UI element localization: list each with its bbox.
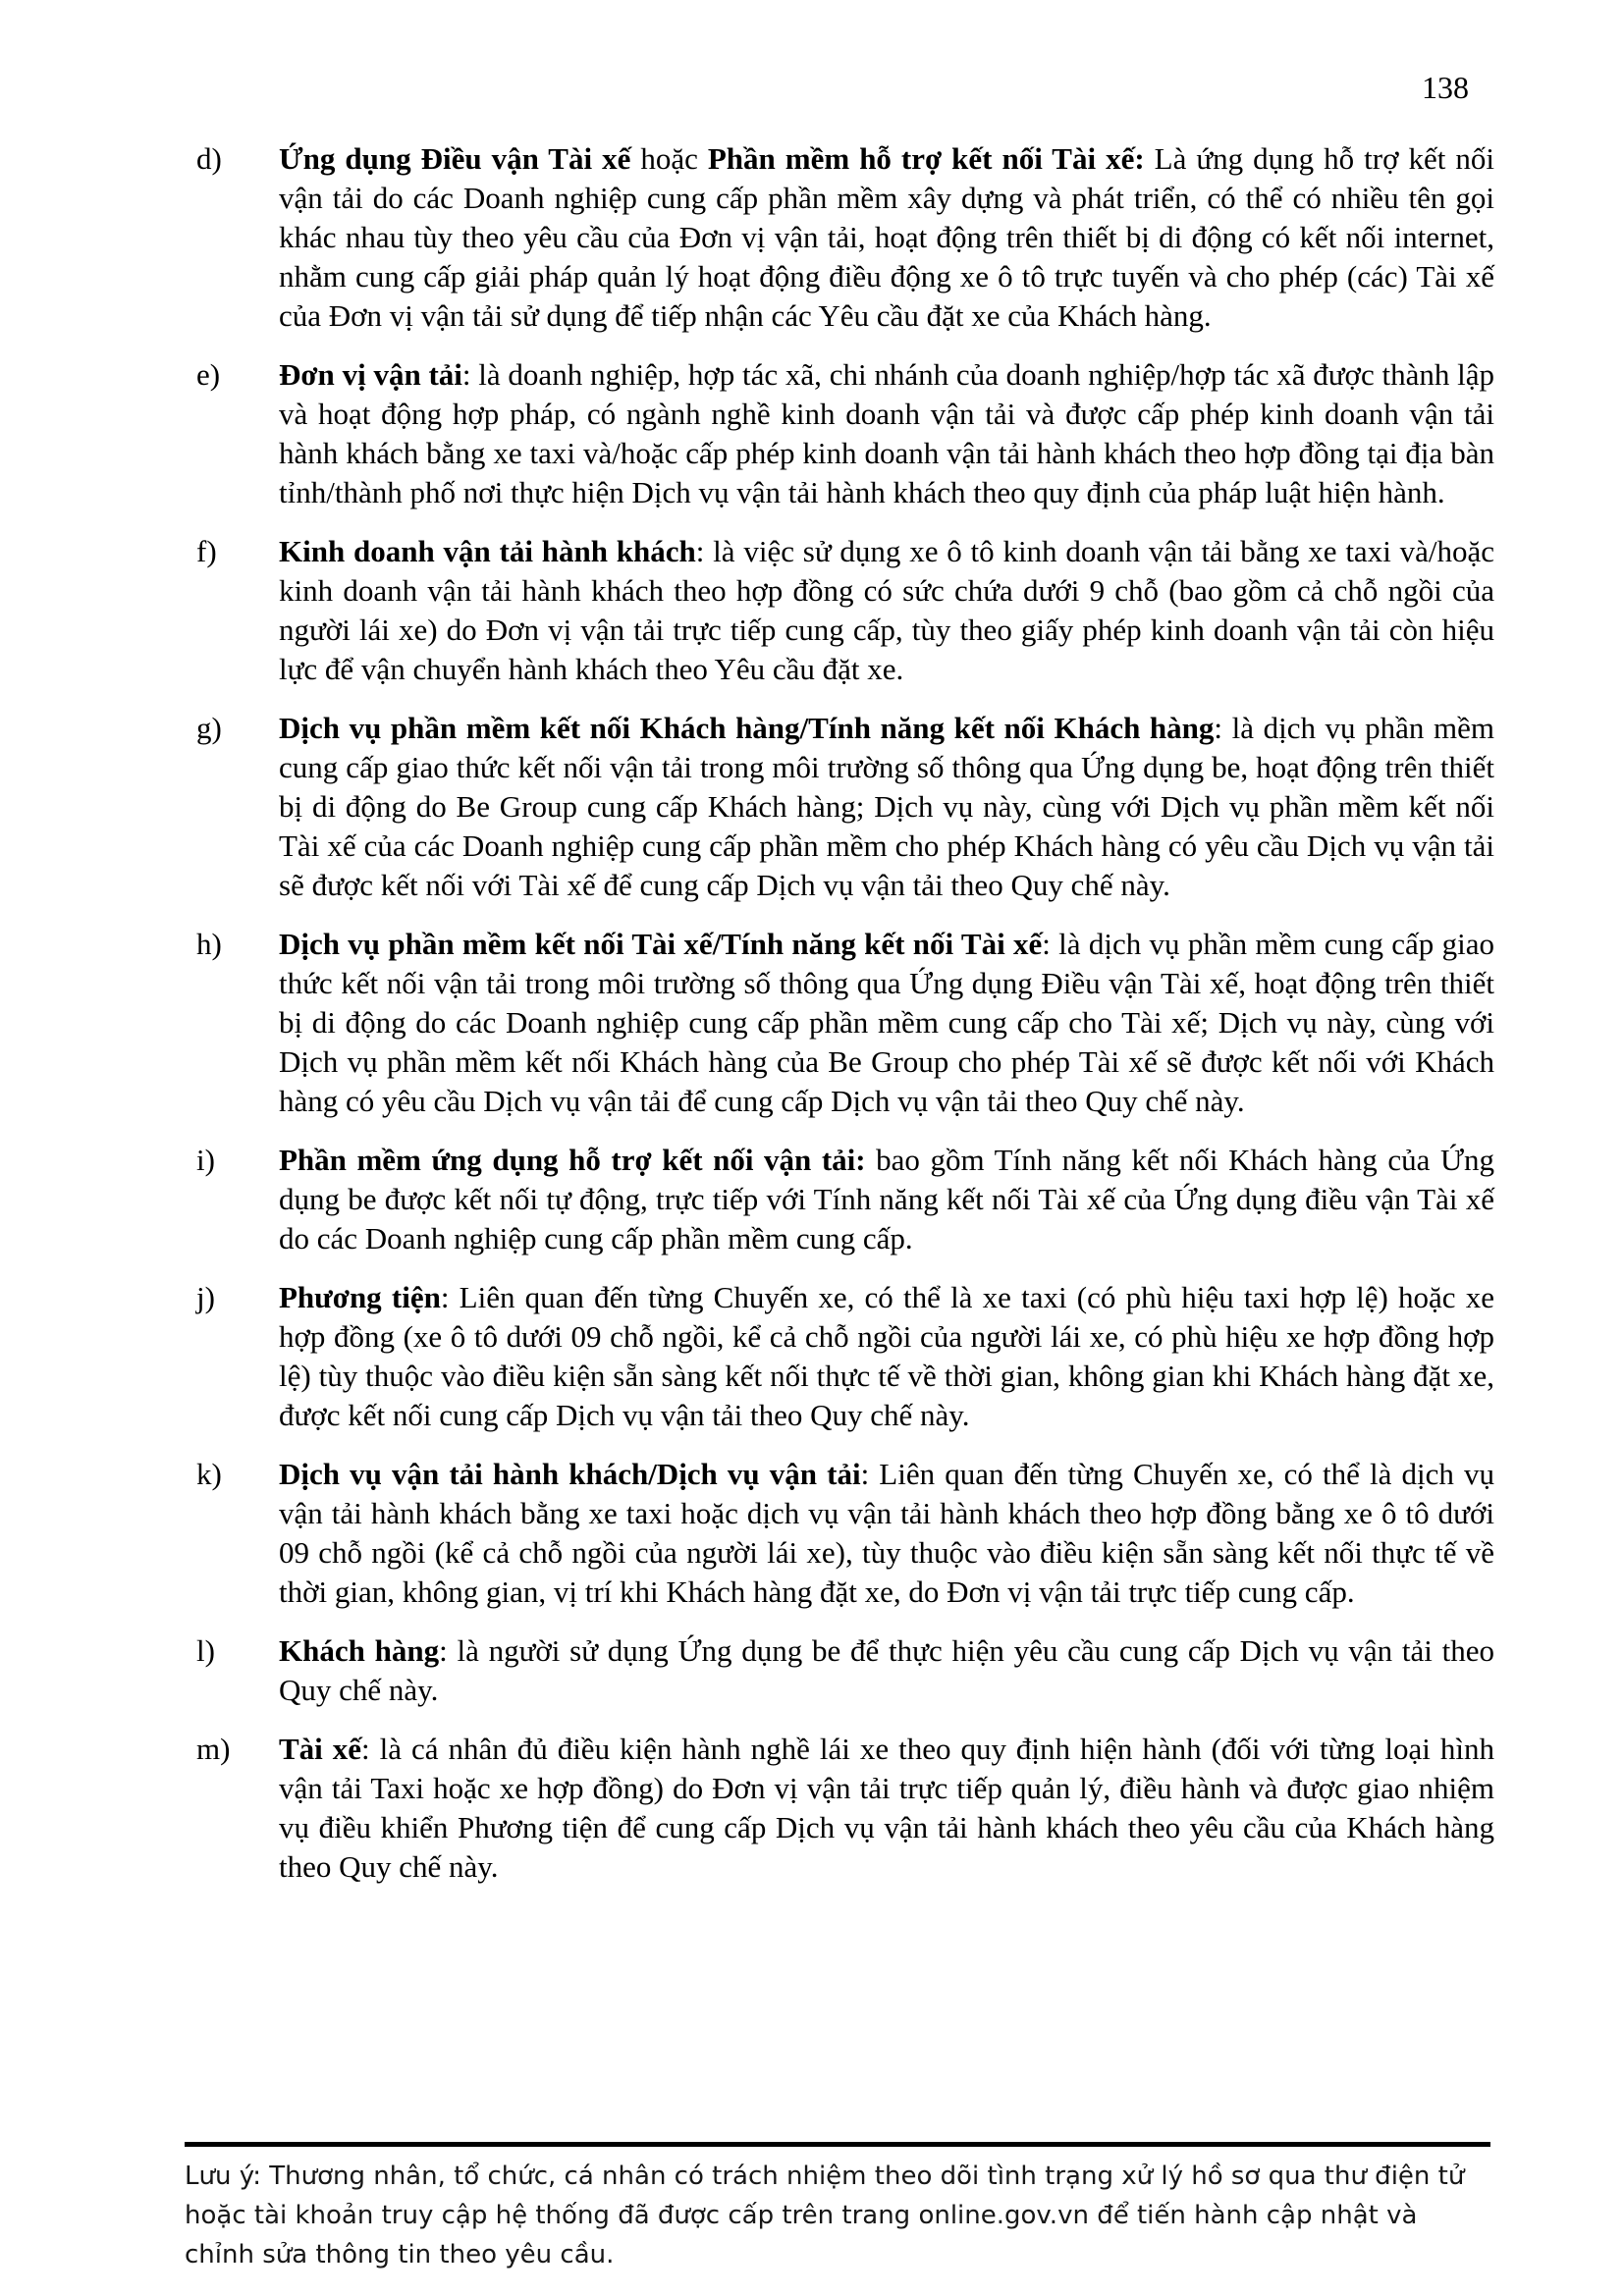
item-label: h)	[196, 927, 222, 961]
item-label: g)	[196, 711, 222, 745]
definition-item	[196, 925, 1494, 1121]
item-label: d)	[196, 141, 222, 176]
item-label: e)	[196, 357, 221, 392]
footer-divider	[185, 2142, 1490, 2147]
item-label: f)	[196, 534, 217, 568]
item-label: l)	[196, 1633, 215, 1668]
definition-item	[196, 139, 1494, 336]
definition-item	[196, 1141, 1494, 1258]
definition-item	[196, 1278, 1494, 1435]
definition-item	[196, 709, 1494, 905]
item-text: Dịch vụ phần mềm kết nối Khách hàng/Tính năng kết nối Khách hàng: là dịch vụ phần mềm cung cấp giao thức kết nối vận tải trong môi trường số thông qua Ứng dụng be, hoạt động trên thiết bị di động do Be Group cung cấp Khách hàng; Dịch vụ này, cùng với Dịch vụ phần mềm kết nối Tài xế của các Doanh nghiệp cung cấp phần mềm cho phép Khách hàng có yêu cầu Dịch vụ vận tải sẽ được kết nối với Tài xế để cung cấp Dịch vụ vận tải theo Quy chế này.	[279, 711, 1494, 902]
item-label: m)	[196, 1732, 231, 1766]
definitions-list	[196, 139, 1494, 1906]
item-text: Khách hàng: là người sử dụng Ứng dụng be để thực hiện yêu cầu cung cấp Dịch vụ vận tải theo Quy chế này.	[279, 1633, 1494, 1707]
footer-note-block	[185, 2142, 1490, 2274]
definition-item	[196, 355, 1494, 512]
item-text: Dịch vụ vận tải hành khách/Dịch vụ vận tải: Liên quan đến từng Chuyến xe, có thể là dịch vụ vận tải hành khách bằng xe taxi hoặc dịch vụ vận tải hành khách theo hợp đồng bằng xe ô tô dưới 09 chỗ ngồi (kể cả chỗ ngồi của người lái xe), tùy thuộc vào điều kiện sẵn sàng kết nối thực tế về thời gian, không gian, vị trí khi Khách hàng đặt xe, do Đơn vị vận tải trực tiếp cung cấp.	[279, 1457, 1494, 1609]
definition-item	[196, 1455, 1494, 1612]
definition-item	[196, 532, 1494, 689]
footer-note: Lưu ý: Thương nhân, tổ chức, cá nhân có trách nhiệm theo dõi tình trạng xử lý hồ sơ qua thư điện tử hoặc tài khoản truy cập hệ thống đã được cấp trên trang online.gov.vn để tiến hành cập nhật và chỉnh sửa thông tin theo yêu cầu.	[185, 2162, 1465, 2269]
definition-item	[196, 1730, 1494, 1887]
item-text: Đơn vị vận tải: là doanh nghiệp, hợp tác xã, chi nhánh của doanh nghiệp/hợp tác xã được thành lập và hoạt động hợp pháp, có ngành nghề kinh doanh vận tải và được cấp phép kinh doanh vận tải hành khách bằng xe taxi và/hoặc cấp phép kinh doanh vận tải hành khách theo hợp đồng tại địa bàn tỉnh/thành phố nơi thực hiện Dịch vụ vận tải hành khách theo quy định của pháp luật hiện hành.	[279, 357, 1494, 509]
item-text: Ứng dụng Điều vận Tài xế hoặc Phần mềm hỗ trợ kết nối Tài xế: Là ứng dụng hỗ trợ kết nối vận tải do các Doanh nghiệp cung cấp phần mềm xây dựng và phát triển, có thể có nhiều tên gọi khác nhau tùy theo yêu cầu của Đơn vị vận tải, hoạt động trên thiết bị di động có kết nối internet, nhằm cung cấp giải pháp quản lý hoạt động điều động xe ô tô trực tuyến và cho phép (các) Tài xế của Đơn vị vận tải sử dụng để tiếp nhận các Yêu cầu đặt xe của Khách hàng.	[279, 141, 1494, 333]
item-label: j)	[196, 1280, 215, 1314]
item-text: Phần mềm ứng dụng hỗ trợ kết nối vận tải: bao gồm Tính năng kết nối Khách hàng của Ứng dụng be được kết nối tự động, trực tiếp với Tính năng kết nối Tài xế của Ứng dụng điều vận Tài xế do các Doanh nghiệp cung cấp phần mềm cung cấp.	[279, 1143, 1494, 1255]
definition-item	[196, 1631, 1494, 1710]
item-text: Tài xế: là cá nhân đủ điều kiện hành nghề lái xe theo quy định hiện hành (đối với từng loại hình vận tải Taxi hoặc xe hợp đồng) do Đơn vị vận tải trực tiếp quản lý, điều hành và được giao nhiệm vụ điều khiển Phương tiện để cung cấp Dịch vụ vận tải hành khách theo yêu cầu của Khách hàng theo Quy chế này.	[279, 1732, 1494, 1884]
item-text: Kinh doanh vận tải hành khách: là việc sử dụng xe ô tô kinh doanh vận tải bằng xe taxi và/hoặc kinh doanh vận tải hành khách theo hợp đồng có sức chứa dưới 9 chỗ (bao gồm cả chỗ ngồi của người lái xe) do Đơn vị vận tải trực tiếp cung cấp, tùy theo giấy phép kinh doanh vận tải còn hiệu lực để vận chuyển hành khách theo Yêu cầu đặt xe.	[279, 534, 1494, 686]
item-label: k)	[196, 1457, 222, 1491]
item-text: Dịch vụ phần mềm kết nối Tài xế/Tính năng kết nối Tài xế: là dịch vụ phần mềm cung cấp giao thức kết nối vận tải trong môi trường số thông qua Ứng dụng Điều vận Tài xế, hoạt động trên thiết bị di động do các Doanh nghiệp cung cấp phần mềm cung cấp cho Tài xế; Dịch vụ này, cùng với Dịch vụ phần mềm kết nối Khách hàng của Be Group cho phép Tài xế sẽ được kết nối với Khách hàng có yêu cầu Dịch vụ vận tải để cung cấp Dịch vụ vận tải theo Quy chế này.	[279, 927, 1494, 1118]
page-number: 138	[1422, 70, 1469, 105]
item-text: Phương tiện: Liên quan đến từng Chuyến xe, có thể là xe taxi (có phù hiệu taxi hợp lệ) hoặc xe hợp đồng (xe ô tô dưới 09 chỗ ngồi, kể cả chỗ ngồi của người lái xe, có phù hiệu xe hợp đồng hợp lệ) tùy thuộc vào điều kiện sẵn sàng kết nối thực tế về thời gian, không gian khi Khách hàng đặt xe, được kết nối cung cấp Dịch vụ vận tải theo Quy chế này.	[279, 1280, 1494, 1432]
item-label: i)	[196, 1143, 215, 1177]
